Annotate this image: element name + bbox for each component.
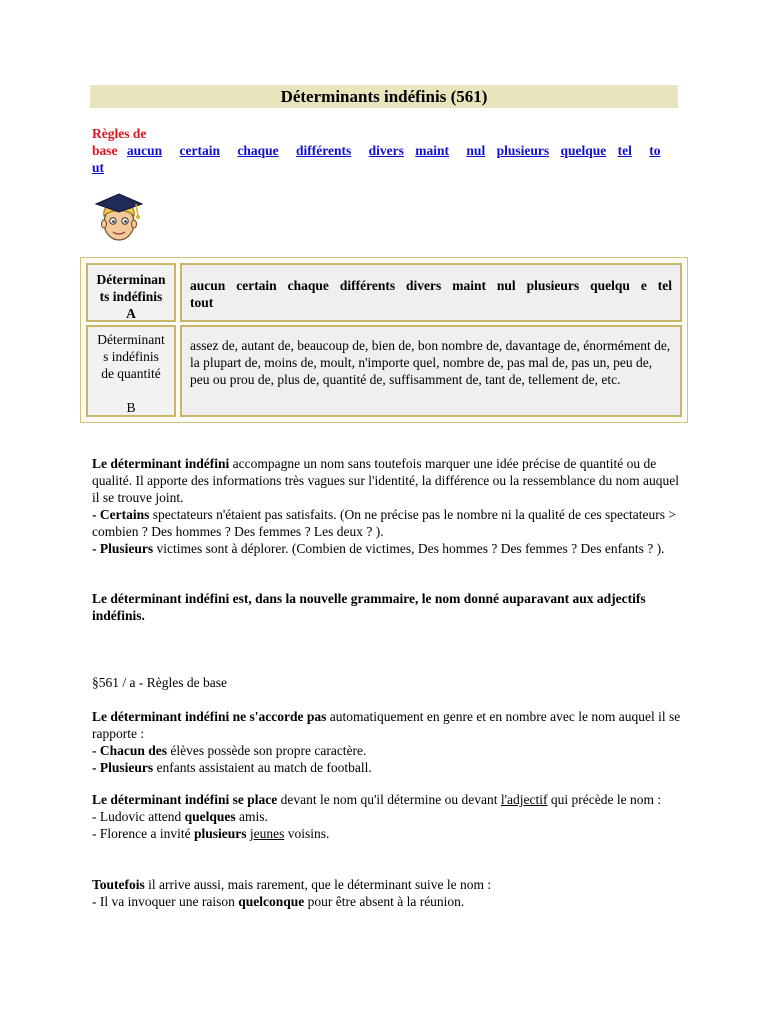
rules-link-label-2[interactable]: base [92, 143, 118, 158]
para4-ex1-b: quelques [184, 809, 236, 824]
table-row-2-label-cell [86, 325, 176, 417]
para4-ex2-c: voisins. [284, 826, 330, 841]
para4-ex1-c: amis. [235, 809, 268, 824]
para4-ex1-a: - Ludovic attend [92, 809, 185, 824]
row1-label-line1: Déterminan [96, 272, 166, 287]
row1-label-line2: ts indéfinis [99, 289, 163, 304]
nav-link-tel[interactable]: tel [617, 143, 632, 158]
para5-text: il arrive aussi, mais rarement, que le déterminant suive le nom : [144, 877, 492, 892]
paragraph-definition [92, 455, 682, 557]
section-title: §561 / a - Règles de base [92, 675, 227, 690]
row2-content: assez de, autant de, beaucoup de, bien de, bon nombre de, davantage de, énormément de, la plupart de, moins de, moult, n'importe quel, nombre de, pas mal de, pas un, peu de, peu ou prou de, plus de, quantité de, suffisamment de, tant de, tellement de, etc. [190, 338, 671, 387]
nav-link-divers[interactable]: divers [368, 143, 404, 158]
nav-link-aucun[interactable]: aucun [126, 143, 163, 158]
para3-ex2-bold: - Plusieurs [92, 760, 154, 775]
nav-link-chaque[interactable]: chaque [237, 143, 279, 158]
row2-label-line3: de quantité [101, 366, 161, 381]
para4-text: devant le nom qu'il détermine ou devant [277, 792, 501, 807]
nav-link-maint[interactable]: maint [415, 143, 450, 158]
para3-ex1-text: élèves possède son propre caractère. [167, 743, 367, 758]
para5-ex-c: pour être absent à la réunion. [304, 894, 465, 909]
nav-link-tout-wrap[interactable]: ut [92, 160, 105, 175]
table-row-1-content-cell [180, 263, 682, 322]
determinants-table [80, 257, 688, 423]
table-row-2-content-cell [180, 325, 682, 417]
paragraph-agreement [92, 708, 682, 776]
jeunes-link[interactable]: jeunes [249, 826, 285, 841]
para1-text: accompagne un nom sans toutefois marquer une idée précise de quantité ou de qualité. Il apporte des informations très vagues sur l'identité, la différence ou la ressemblance du nom auquel il se trouve joint. [92, 456, 679, 505]
nav-link-differents[interactable]: différents [296, 143, 352, 158]
para4-lead: Le déterminant indéfini se place [92, 792, 278, 807]
para4-ex2-b: plusieurs [193, 826, 247, 841]
para5-ex-b: quelconque [238, 894, 305, 909]
row2-label-line2: s indéfinis [103, 349, 159, 364]
paragraph-exception [92, 876, 682, 910]
row1-label-line3: A [126, 306, 136, 321]
para3-lead: Le déterminant indéfini ne s'accorde pas [92, 709, 327, 724]
para1-ex2-bold: - Plusieurs [92, 541, 154, 556]
para5-lead: Toutefois [92, 877, 145, 892]
topic-nav [92, 125, 682, 176]
nav-link-plusieurs[interactable]: plusieurs [496, 143, 550, 158]
row1-content: aucun certain chaque différents divers maint nul plusieurs quelqu e tel tout [190, 278, 672, 310]
para2-text: Le déterminant indéfini est, dans la nouvelle grammaire, le nom donné auparavant aux adjectifs indéfinis. [92, 591, 646, 623]
para3-text: automatiquement en genre et en nombre avec le nom auquel il se rapporte : [92, 709, 681, 741]
para4-ex2-a: - Florence a invité [92, 826, 194, 841]
rules-link-label[interactable]: Règles de [92, 126, 147, 141]
nav-link-quelque[interactable]: quelque [560, 143, 607, 158]
para5-ex-a: - Il va invoquer une raison [92, 894, 239, 909]
page-title: Déterminants indéfinis (561) [90, 85, 678, 108]
para1-lead: Le déterminant indéfini [92, 456, 230, 471]
paragraph-placement [92, 791, 682, 842]
paragraph-grammar-note [92, 590, 682, 624]
nav-link-nul[interactable]: nul [466, 143, 486, 158]
row2-label-line5: B [126, 400, 136, 415]
para3-ex1-bold: - Chacun des [92, 743, 168, 758]
para1-ex2-text: victimes sont à déplorer. (Combien de victimes, Des hommes ? Des femmes ? Des enfants ? ). [153, 541, 665, 556]
nav-link-tout[interactable]: to [649, 143, 661, 158]
para3-ex2-text: enfants assistaient au match de football. [153, 760, 372, 775]
table-row-1-label-cell [86, 263, 176, 322]
para1-ex1-bold: - Certains [92, 507, 150, 522]
para4-text2: qui précède le nom : [547, 792, 662, 807]
student-mascot-icon [92, 192, 146, 242]
row2-label-line1: Déterminant [97, 332, 165, 347]
adjectif-link[interactable]: l'adjectif [500, 792, 548, 807]
section-heading [92, 674, 682, 691]
nav-link-certain[interactable]: certain [179, 143, 221, 158]
para1-ex1-text: spectateurs n'étaient pas satisfaits. (On ne précise pas le nombre ni la qualité de ces spectateurs > combien ? Des hommes ? Des femmes ? Les deux ? ). [92, 507, 676, 539]
